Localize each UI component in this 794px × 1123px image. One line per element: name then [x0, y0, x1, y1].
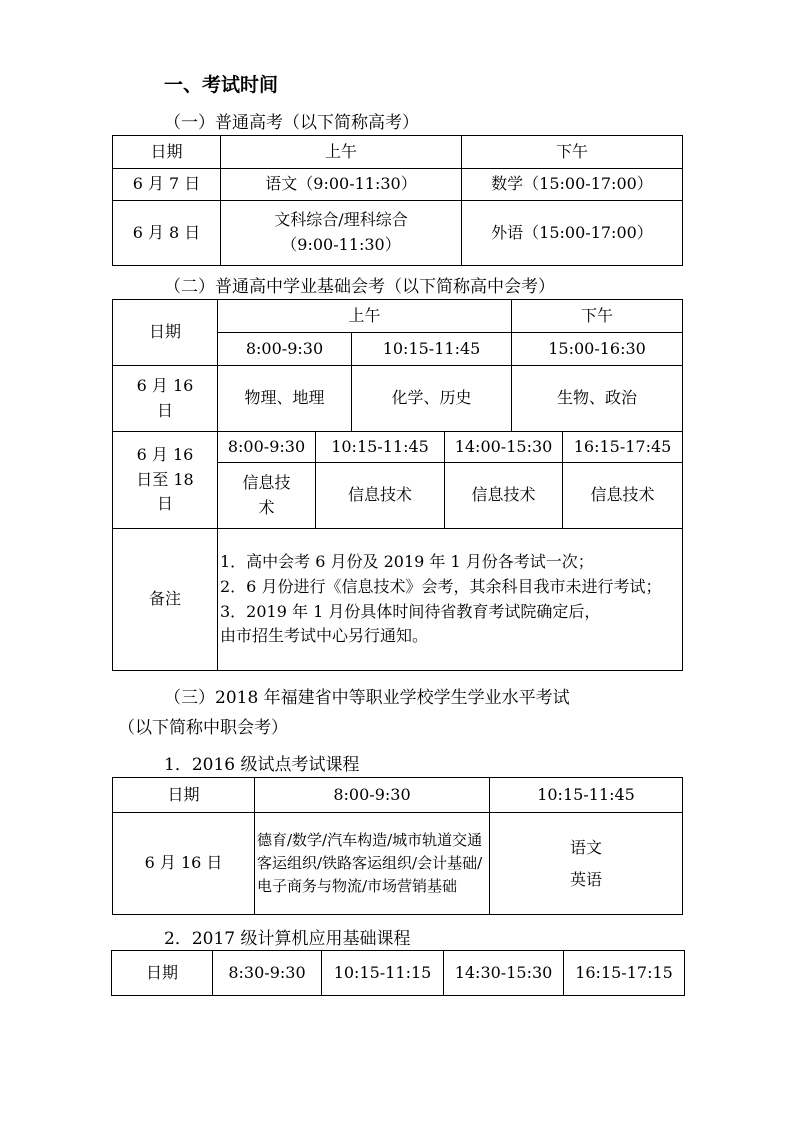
date-cell: 6 月 8 日	[113, 201, 221, 266]
table-row	[113, 432, 683, 463]
subject-cell: 生物、政治	[512, 366, 683, 432]
zhongzhi-title-cont: （以下简称中职会考）	[118, 718, 288, 738]
table-cell: 文科综合/理科综合 （9:00-11:30）	[221, 201, 462, 266]
time-slot-cell: 16:15-17:45	[563, 432, 683, 463]
zhongzhi-title: （三）2018 年福建省中等职业学校学生学业水平考试	[164, 688, 570, 708]
time-slot-cell: 16:15-17:15	[564, 951, 685, 996]
time-slot-cell: 15:00-16:30	[512, 333, 683, 366]
header-cell: 上午	[218, 300, 512, 333]
date-cell: 6 月 16 日	[113, 366, 218, 432]
time-slot-cell: 8:00-9:30	[218, 333, 352, 366]
header-cell: 8:00-9:30	[255, 778, 490, 813]
header-cell: 上午	[221, 136, 462, 169]
note-cell: 1．高中会考 6 月份及 2019 年 1 月份各考试一次； 2．6 月份进行《信息技术》会考，其余科目我市未进行考试； 3．2019 年 1 月份具体时间待省教育考试院确定后， 由市招生考试中心另行通知。	[218, 529, 683, 671]
subject-cell: 信息技术	[445, 463, 563, 529]
table-row	[113, 529, 683, 671]
header-cell: 下午	[462, 136, 683, 169]
subsection-1-title: 1．2016 级试点考试课程	[164, 755, 360, 775]
subject-cell: 化学、历史	[352, 366, 512, 432]
header-cell: 日期	[113, 778, 255, 813]
table-cell: 数学（15:00-17:00）	[462, 169, 683, 201]
gaokao-table	[112, 135, 683, 266]
computer-course-table	[111, 950, 685, 996]
gaokao-title: （一）普通高考（以下简称高考）	[164, 113, 419, 133]
subject-cell: 物理、地理	[218, 366, 352, 432]
subject-cell: 信息技 术	[218, 463, 316, 529]
note-label-cell: 备注	[113, 529, 218, 671]
time-slot-cell: 14:00-15:30	[445, 432, 563, 463]
table-header-row	[113, 300, 683, 333]
table-row	[113, 169, 683, 201]
table-cell: 外语（15:00-17:00）	[462, 201, 683, 266]
header-cell: 下午	[512, 300, 683, 333]
time-slot-cell: 14:30-15:30	[444, 951, 564, 996]
huikao-title: （二）普通高中学业基础会考（以下简称高中会考）	[164, 277, 555, 297]
time-slot-cell: 10:15-11:15	[322, 951, 444, 996]
table-cell: 语文（9:00-11:30）	[221, 169, 462, 201]
table-header-row	[113, 778, 683, 813]
table-header-row	[112, 951, 685, 996]
pilot-course-table	[112, 777, 683, 915]
header-cell: 日期	[113, 300, 218, 366]
subject-cell: 信息技术	[563, 463, 683, 529]
table-header-row	[113, 136, 683, 169]
header-cell: 10:15-11:45	[490, 778, 683, 813]
date-cell: 6 月 16 日至 18 日	[113, 432, 218, 529]
time-slot-cell: 10:15-11:45	[316, 432, 445, 463]
table-row	[113, 366, 683, 432]
section-heading: 一、考试时间	[164, 74, 279, 96]
subject-cell: 信息技术	[316, 463, 445, 529]
time-slot-cell: 10:15-11:45	[352, 333, 512, 366]
date-cell: 6 月 16 日	[113, 813, 255, 915]
subsection-2-title: 2．2017 级计算机应用基础课程	[164, 929, 411, 949]
table-row	[113, 201, 683, 266]
header-cell: 日期	[113, 136, 221, 169]
time-slot-cell: 8:30-9:30	[213, 951, 322, 996]
subject-list-cell: 德育/数学/汽车构造/城市轨道交通客运组织/铁路客运组织/会计基础/电子商务与物流/市场营销基础	[255, 813, 490, 915]
date-cell: 6 月 7 日	[113, 169, 221, 201]
huikao-table	[112, 299, 683, 671]
time-slot-cell: 8:00-9:30	[218, 432, 316, 463]
subject-cell: 语文 英语	[490, 813, 683, 915]
header-cell: 日期	[112, 951, 213, 996]
table-row	[113, 813, 683, 915]
